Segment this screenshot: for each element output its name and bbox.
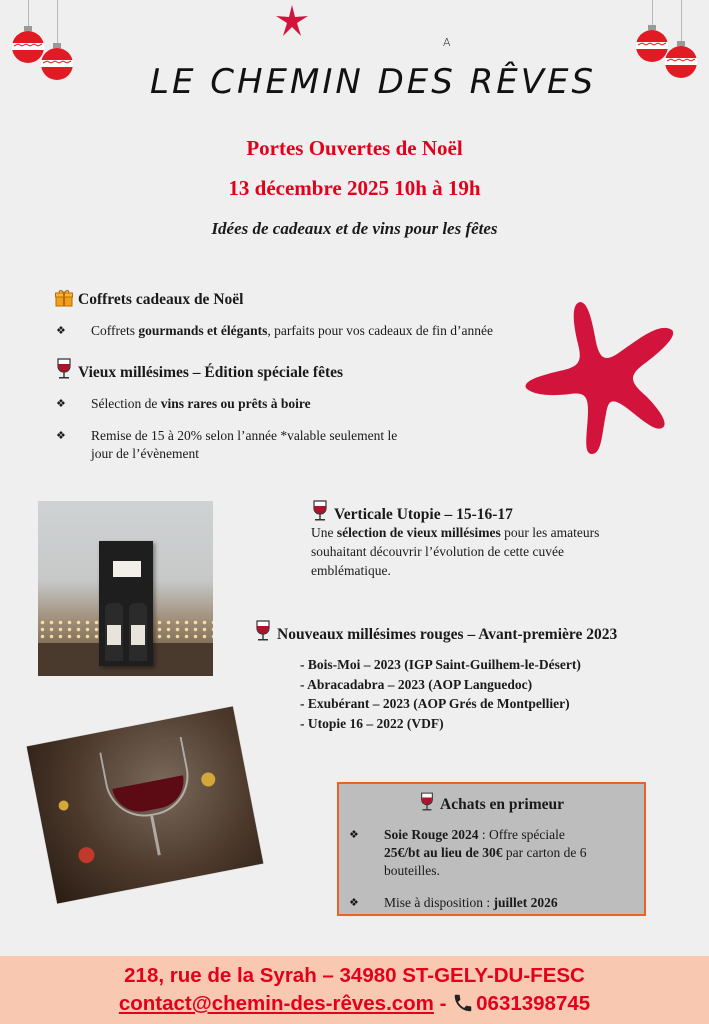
- coffrets-heading: [55, 289, 243, 309]
- primeur-heading: [339, 792, 644, 814]
- wine-glass-icon: [254, 620, 272, 642]
- bullet-diamond-icon: ❖: [56, 430, 66, 442]
- vieux-heading: [55, 358, 343, 382]
- christmas-ornament-icon: [664, 41, 698, 79]
- box-label: [113, 561, 141, 577]
- verticale-heading-text: Verticale Utopie – 15-16-17: [334, 506, 513, 523]
- nouveaux-heading-text: Nouveaux millésimes rouges – Avant-première 2023: [277, 626, 618, 643]
- primeur-box: [337, 782, 646, 916]
- ornament-string: [681, 0, 682, 44]
- wine-glass-icon: [55, 358, 73, 380]
- bauble: [200, 771, 216, 787]
- wine-glass-photo: [27, 706, 264, 903]
- list-item: ❖ Remise de 15 à 20% selon l’année *valable seulement le jour de l’évènement: [56, 428, 398, 461]
- gift-box-photo: [38, 501, 213, 676]
- vieux-heading-text: Vieux millésimes – Édition spéciale fêtes: [78, 364, 344, 381]
- bullet-diamond-icon: ❖: [349, 897, 359, 909]
- wine-glass-icon: [419, 792, 435, 812]
- bauble: [77, 846, 96, 865]
- red-wine: [112, 775, 188, 816]
- coffrets-heading-text: Coffrets cadeaux de Noël: [78, 291, 244, 308]
- verticale-description: Une sélection de vieux millésimes pour les amateurs souhaitant découvrir l’évolution de cette cuvée emblématique.: [311, 525, 600, 578]
- email-link[interactable]: contact@chemin-des-rêves.com: [118, 992, 434, 1015]
- gift-icon: [55, 289, 73, 307]
- list-item: - Utopie 16 – 2022 (VDF): [300, 715, 444, 731]
- footer-address: 218, rue de la Syrah – 34980 ST-GELY-DU-FESC: [124, 964, 585, 987]
- list-item: - Bois-Moi – 2023 (IGP Saint-Guilhem-le-Désert): [300, 657, 581, 672]
- bottle: [129, 603, 147, 661]
- footer: [0, 956, 709, 1024]
- glass-stem: [150, 816, 161, 856]
- list-item: ❖ Mise à disposition : juillet 2026: [349, 895, 558, 910]
- verticale-heading: [311, 500, 513, 524]
- logo-small-letter: A: [443, 36, 451, 49]
- wine-glass-icon: [311, 500, 329, 522]
- star-icon: [275, 4, 309, 38]
- ornament-string: [57, 0, 58, 46]
- list-item: ❖ Coffrets gourmands et élégants, parfaits pour vos cadeaux de fin d’année: [56, 323, 494, 338]
- bottle: [105, 603, 123, 661]
- logo-text: LE CHEMIN DES RÊVES: [150, 62, 597, 102]
- footer-contact: contact@chemin-des-rêves.com - 0631398745: [118, 992, 591, 1015]
- list-item: ❖ Soie Rouge 2024 : Offre spéciale 25€/bt au lieu de 30€ par carton de 6 bouteilles.: [349, 827, 587, 878]
- christmas-ornament-icon: [40, 43, 74, 81]
- wine-list: [300, 655, 581, 733]
- list-item: ❖ Sélection de vins rares ou prêts à boire: [56, 396, 311, 411]
- bullet-diamond-icon: ❖: [56, 325, 66, 337]
- primeur-heading-text: Achats en primeur: [440, 796, 564, 813]
- event-tagline: Idées de cadeaux et de vins pour les fêtes: [211, 219, 498, 238]
- bauble: [58, 800, 70, 812]
- nouveaux-heading: [254, 620, 617, 644]
- brand-logo: [150, 36, 597, 122]
- event-date: 13 décembre 2025 10h à 19h: [228, 176, 481, 200]
- list-item: - Exubérant – 2023 (AOP Grés de Montpellier): [300, 696, 570, 711]
- phone-number[interactable]: 0631398745: [476, 992, 591, 1015]
- bullet-diamond-icon: ❖: [349, 829, 359, 841]
- gift-box: [99, 541, 153, 666]
- list-item: - Abracadabra – 2023 (AOP Languedoc): [300, 676, 533, 692]
- bullet-diamond-icon: ❖: [56, 398, 66, 410]
- phone-icon: [452, 992, 474, 1014]
- star-logo-icon: [520, 300, 680, 460]
- glass-bowl: [99, 737, 195, 824]
- event-title: Portes Ouvertes de Noël: [246, 136, 463, 160]
- ornament-string: [652, 0, 653, 28]
